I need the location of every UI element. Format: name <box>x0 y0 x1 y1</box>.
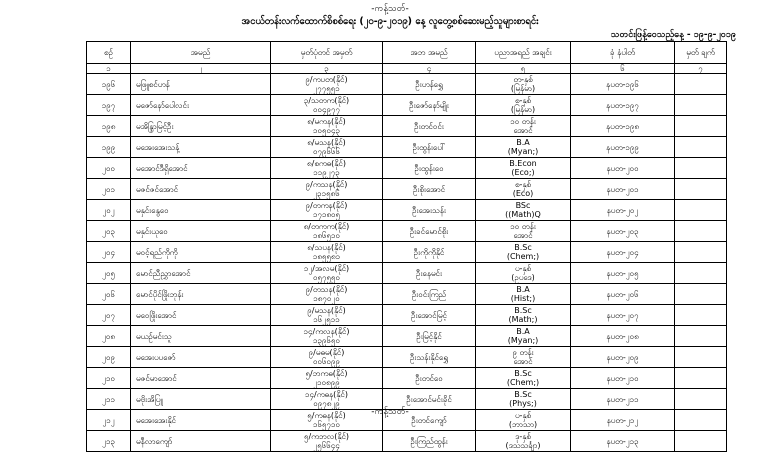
row-number: ၁၉၆ <box>87 74 131 95</box>
col-header-education: ပညာအရည် အချင်း <box>476 42 571 64</box>
row-father: ဦးသန်းနိုင်ရွှေ <box>383 347 476 368</box>
row-name: မောင်ပိုင်ဖြိုးဘုန်း <box>131 284 271 305</box>
row-name: မနှင်းယုဝေ <box>131 221 271 242</box>
row-name: မအိန္ဒြာမြင့်ဦး <box>131 116 271 137</box>
table-row <box>87 137 727 158</box>
row-seat: နပတ-၂၀၄ <box>571 242 675 263</box>
row-number: ၂၀၃ <box>87 221 131 242</box>
table-row <box>87 431 727 452</box>
row-number: ၂၀၉ <box>87 347 131 368</box>
col-number: ၆ <box>571 64 675 74</box>
row-seat: နပတ-၁၉၆ <box>571 74 675 95</box>
table-row <box>87 158 727 179</box>
row-seat: နပတ-၂၁၃ <box>571 431 675 452</box>
row-name: မဖြူစင်ဟန် <box>131 74 271 95</box>
row-seat: နပတ-၂၀၈ <box>571 326 675 347</box>
row-nrc: ၈/စကဓ(နိုင်) ၁၁၉၂၇၃ <box>271 158 383 179</box>
table-header-row <box>87 42 727 64</box>
top-restricted-mark: -ကန့်သတ်- <box>371 4 409 14</box>
row-nrc: ၈/တကက(နိုင်) ၁၈၆၅၁၀ <box>271 221 383 242</box>
row-name: မအေးအေးသန့် <box>131 137 271 158</box>
row-education: B.A (Myan;) <box>476 326 571 347</box>
table-row <box>87 179 727 200</box>
row-name: မနှင်းနွေဝေ <box>131 200 271 221</box>
row-name: မဝင့်ရည်ကိုကို <box>131 242 271 263</box>
row-number: ၂၁၂ <box>87 410 131 431</box>
row-remark <box>675 347 727 368</box>
row-remark <box>675 116 727 137</box>
row-seat: နပတ-၂၀၀ <box>571 158 675 179</box>
row-remark <box>675 95 727 116</box>
row-remark <box>675 305 727 326</box>
row-education: B.A (Hist;) <box>476 284 571 305</box>
col-number: ၁ <box>87 64 131 74</box>
row-number: ၂၀၄ <box>87 242 131 263</box>
col-header-father: အဘ အမည် <box>383 42 476 64</box>
row-name: မောင်ညီညွှာအောင် <box>131 263 271 284</box>
row-name: မအေးအေးနိုင် <box>131 410 271 431</box>
row-name: မယဉ်မင်းသူ <box>131 326 271 347</box>
row-remark <box>675 326 727 347</box>
row-father: ဦးကြည်ထွန်း <box>383 431 476 452</box>
table-row <box>87 263 727 284</box>
table-row <box>87 326 727 347</box>
row-father: ဦးတင်ဝေ <box>383 368 476 389</box>
col-number: ၇ <box>675 64 727 74</box>
row-father: ဦးဇော်နော်မျိုး <box>383 95 476 116</box>
table-row <box>87 305 727 326</box>
row-name: မအေးပပဇော် <box>131 347 271 368</box>
row-number: ၂၀၀ <box>87 158 131 179</box>
col-header-name: အမည် <box>131 42 271 64</box>
row-remark <box>675 221 727 242</box>
row-education: B.Sc (Math;) <box>476 305 571 326</box>
row-remark <box>675 242 727 263</box>
row-father: ဦးအောင်မြင့် <box>383 305 476 326</box>
row-education: BSc ((Math)Q <box>476 200 571 221</box>
row-number: ၂၁၃ <box>87 431 131 452</box>
row-father: ဦးဟန်ရွှေ <box>383 74 476 95</box>
table-row <box>87 74 727 95</box>
row-nrc: ၉/တကန(နိုင်) ၁၇၁၈၀၅ <box>271 200 383 221</box>
row-education: ၉ တန်း အောင် <box>476 347 571 368</box>
table-row <box>87 116 727 137</box>
row-number: ၂၁၁ <box>87 389 131 410</box>
table-row <box>87 284 727 305</box>
table-row <box>87 200 727 221</box>
row-number: ၁၉၉ <box>87 137 131 158</box>
row-nrc: ၉/ကပတ(နိုင်) ၂၇၇၅၅၁ <box>271 74 383 95</box>
row-father: ဦးစိုးအောင် <box>383 179 476 200</box>
row-education: ၁၀ တန်း အောင် <box>476 221 571 242</box>
row-education: B.Econ (Eco;) <box>476 158 571 179</box>
col-header-remark: မှတ် ချက် <box>675 42 727 64</box>
row-name: မဗိုးအိပြူ <box>131 389 271 410</box>
row-father: ဦးနေမင်း <box>383 263 476 284</box>
row-seat: နပတ-၂၁၂ <box>571 410 675 431</box>
row-remark <box>675 284 727 305</box>
row-name: မဝေဖြိုးအောင် <box>131 305 271 326</box>
announcement-date: သတင်းဖြန့်ဝေသည့်နေ့ - ၁၉-၉-၂၀၁၉ <box>610 30 736 40</box>
row-nrc: ၉/မဓမ(နိုင်) ၀၀၆၀၉၉ <box>271 347 383 368</box>
row-nrc: ၁၄/ကလန(နိုင်) ၁၃၉၆၅၀ <box>271 326 383 347</box>
col-number: ၅ <box>476 64 571 74</box>
row-seat: နပတ-၁၉၈ <box>571 116 675 137</box>
row-number: ၂၀၁ <box>87 179 131 200</box>
row-father: ဦးအေးသန်း <box>383 200 476 221</box>
table-row <box>87 368 727 389</box>
row-seat: နပတ-၂၀၉ <box>571 347 675 368</box>
row-number: ၁၉၇ <box>87 95 131 116</box>
row-father: ဦးကိုကိုနိုင် <box>383 242 476 263</box>
row-education: B.A (Myan;) <box>476 137 571 158</box>
row-number: ၂၀၈ <box>87 326 131 347</box>
row-father: ဦးထွန်းပေါ် <box>383 137 476 158</box>
row-father: ဦးတင်ဝင်း <box>383 116 476 137</box>
row-name: မနီလာကျော် <box>131 431 271 452</box>
row-education: ဒု-နှစ် (ဒသသင်္ချာ) <box>476 431 571 452</box>
col-header-no: စဉ် <box>87 42 131 64</box>
row-remark <box>675 74 727 95</box>
row-seat: နပတ-၂၀၆ <box>571 284 675 305</box>
row-nrc: ၅/ဘကဓ(နိုင်) ၂၁၀၈၉၉ <box>271 368 383 389</box>
row-nrc: ၈/မကန(နိုင်) ၁၀၅၀၄၃ <box>271 116 383 137</box>
row-number: ၂၀၅ <box>87 263 131 284</box>
row-nrc: ၁၄/ကဓန(နိုင်) ၀၉၇၈၂၉ <box>271 389 383 410</box>
row-name: မဇင်ဇင်အောင် <box>131 179 271 200</box>
row-name: မဇင်မာအောင် <box>131 368 271 389</box>
row-education: ၁၀ တန်း အောင် <box>476 116 571 137</box>
row-nrc: ၈/မသန(နိုင်) ၀၇၉၆၆၆ <box>271 137 383 158</box>
row-seat: နပတ-၂၁၁ <box>571 389 675 410</box>
table-row <box>87 347 727 368</box>
col-header-nrc: မှတ်ပုံတင် အမှတ် <box>271 42 383 64</box>
col-number: ၄ <box>383 64 476 74</box>
row-father: ဦးခင်မောင်စိုး <box>383 221 476 242</box>
row-education: စ-နှစ် (Eco) <box>476 179 571 200</box>
col-number: ၂ <box>131 64 271 74</box>
row-number: ၁၉၈ <box>87 116 131 137</box>
row-number: ၂၀၂ <box>87 200 131 221</box>
row-remark <box>675 158 727 179</box>
row-nrc: ၅/ကဓန(နိုင်) ၁၆၅၇၁၀ <box>271 410 383 431</box>
row-seat: နပတ-၂၁၀ <box>571 368 675 389</box>
column-number-row <box>87 64 727 74</box>
bottom-restricted-mark: -ကန့်သတ်- <box>371 407 409 417</box>
row-number: ၂၀၇ <box>87 305 131 326</box>
row-education: ပ-နှစ် (ဥပဒေ) <box>476 263 571 284</box>
row-father: ဦးတင်ကျော် <box>383 410 476 431</box>
row-nrc: ၉/တသန(နိုင်) ၁၈၇၀၂၀ <box>271 284 383 305</box>
row-remark <box>675 368 727 389</box>
col-number: ၃ <box>271 64 383 74</box>
row-education: B.Sc (Chem;) <box>476 368 571 389</box>
row-remark <box>675 200 727 221</box>
row-seat: နပတ-၁၉၇ <box>571 95 675 116</box>
row-education: ပ-နှစ် (ဘာသာ) <box>476 410 571 431</box>
row-remark <box>675 263 727 284</box>
row-seat: နပတ-၂၀၂ <box>571 200 675 221</box>
row-seat: နပတ-၂၀၅ <box>571 263 675 284</box>
row-education: တ-နှစ် (မြန်မာ) <box>476 74 571 95</box>
page-title: အငယ်တန်းလက်ထောက်စိစစ်ရေး (၂၀-၉-၂၀၁၉) နေ့ လူတွေ့စစ်ဆေးမည့်သူများစာရင်း <box>241 16 539 27</box>
row-seat: နပတ-၂၀၇ <box>571 305 675 326</box>
row-education: B.Sc (Chem;) <box>476 242 571 263</box>
row-father: ဦးမြင့်နိုင် <box>383 326 476 347</box>
row-nrc: ၃/သတက(နိုင်) ၀၀၄၉၇၇ <box>271 95 383 116</box>
row-remark <box>675 431 727 452</box>
row-father: ဦးထွန်းဝေ <box>383 158 476 179</box>
row-father: ဦးအောင်မင်းခိုင် <box>383 389 476 410</box>
row-nrc: ၉/မသန(နိုင်) ၁၆၂၅၁၁ <box>271 305 383 326</box>
row-nrc: ၈/သပန(နိုင်) ၁၈၅၅၈၁ <box>271 242 383 263</box>
table-row <box>87 221 727 242</box>
row-name: မဇော်နော်ပေါလင်း <box>131 95 271 116</box>
row-seat: နပတ-၂၀၁ <box>571 179 675 200</box>
candidate-table <box>86 41 727 452</box>
row-nrc: ၁၂/အလမ(နိုင်) ၀၅၇၅၅၀ <box>271 263 383 284</box>
row-nrc: ၅/ကဘလ(နိုင်) ၂၅၆၆၄၄ <box>271 431 383 452</box>
col-header-seat: ခုံ နံပါတ် <box>571 42 675 64</box>
row-number: ၂၁၀ <box>87 368 131 389</box>
row-education: B.Sc (Phys;) <box>476 389 571 410</box>
table-row <box>87 242 727 263</box>
table-row <box>87 95 727 116</box>
row-remark <box>675 137 727 158</box>
row-remark <box>675 179 727 200</box>
row-father: ဦးဝင်းကြည် <box>383 284 476 305</box>
row-name: မအောင်ဒီရှိအောင် <box>131 158 271 179</box>
row-seat: နပတ-၂၀၃ <box>571 221 675 242</box>
row-nrc: ၉/ကသန(နိုင်) ၂၃၁၅၈၆ <box>271 179 383 200</box>
row-seat: နပတ-၁၉၉ <box>571 137 675 158</box>
row-education: စ-နှစ် (မြန်မာ) <box>476 95 571 116</box>
row-number: ၂၀၆ <box>87 284 131 305</box>
